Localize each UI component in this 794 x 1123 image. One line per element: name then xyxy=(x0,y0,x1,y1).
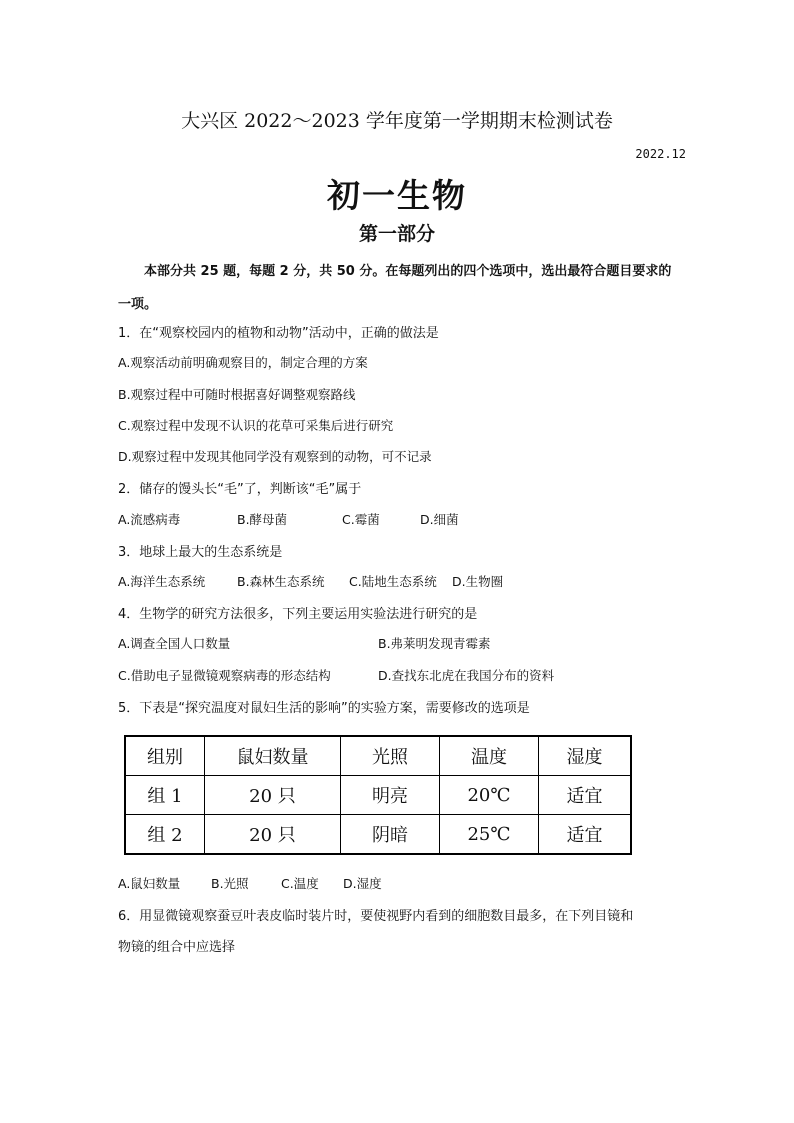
q2-option-b: B.酵母菌 xyxy=(237,512,288,527)
q2-option-d: D.细菌 xyxy=(420,512,459,527)
table-header-row xyxy=(125,736,631,776)
table-cell: 阴暗 xyxy=(341,815,440,855)
q1-option-d: D.观察过程中发现其他同学没有观察到的动物，可不记录 xyxy=(118,449,432,464)
table-cell: 20 只 xyxy=(205,776,341,815)
table-header-cell: 光照 xyxy=(341,736,440,776)
exam-date: 2022.12 xyxy=(635,147,686,161)
q4-option-a: A.调查全国人口数量 xyxy=(118,636,231,651)
table-row xyxy=(125,815,631,855)
table-cell: 适宜 xyxy=(539,776,632,815)
table-cell: 25℃ xyxy=(440,815,539,855)
q1-option-c: C.观察过程中发现不认识的花草可采集后进行研究 xyxy=(118,418,394,433)
table-header-cell: 温度 xyxy=(440,736,539,776)
q3-option-d: D.生物圈 xyxy=(452,574,504,589)
q2-option-c: C.霉菌 xyxy=(342,512,380,527)
q4-option-d: D.查找东北虎在我国分布的资料 xyxy=(378,668,555,683)
q5-option-a: A.鼠妇数量 xyxy=(118,876,181,891)
exam-title: 大兴区 2022～2023 学年度第一学期期末检测试卷 xyxy=(181,110,613,132)
q3-option-b: B.森林生态系统 xyxy=(237,574,325,589)
q5-option-c: C.温度 xyxy=(281,876,319,891)
part-title: 第一部分 xyxy=(358,223,435,245)
q5-option-d: D.湿度 xyxy=(343,876,382,891)
q4-option-b: B.弗莱明发现青霉素 xyxy=(378,636,491,651)
question-3-stem: 3．地球上最大的生态系统是 xyxy=(118,545,283,560)
table-cell: 组 1 xyxy=(125,776,205,815)
q2-option-a: A.流感病毒 xyxy=(118,512,181,527)
table-row xyxy=(125,776,631,815)
table-header-cell: 鼠妇数量 xyxy=(205,736,341,776)
question-2-stem: 2．储存的馒头长“毛”了，判断该“毛”属于 xyxy=(118,482,362,497)
q3-option-a: A.海洋生态系统 xyxy=(118,574,206,589)
q4-option-c: C.借助电子显微镜观察病毒的形态结构 xyxy=(118,668,331,683)
table-header-cell: 组别 xyxy=(125,736,205,776)
question-1-stem: 1．在“观察校园内的植物和动物”活动中，正确的做法是 xyxy=(118,326,439,341)
question-6-stem-line2: 物镜的组合中应选择 xyxy=(118,940,236,955)
q3-option-c: C.陆地生态系统 xyxy=(349,574,437,589)
table-cell: 20 只 xyxy=(205,815,341,855)
table-cell: 20℃ xyxy=(440,776,539,815)
table-cell: 适宜 xyxy=(539,815,632,855)
subject-title: 初一生物 xyxy=(327,176,467,215)
question-5-stem: 5．下表是“探究温度对鼠妇生活的影响”的实验方案，需要修改的选项是 xyxy=(118,701,530,716)
q5-option-b: B.光照 xyxy=(211,876,249,891)
table-header-cell: 湿度 xyxy=(539,736,632,776)
question-6-stem-line1: 6．用显微镜观察蚕豆叶表皮临时装片时，要使视野内看到的细胞数目最多，在下列目镜和 xyxy=(118,909,634,924)
q1-option-b: B.观察过程中可随时根据喜好调整观察路线 xyxy=(118,387,356,402)
table-cell: 明亮 xyxy=(341,776,440,815)
instructions: 本部分共 25 题，每题 2 分，共 50 分。在每题列出的四个选项中，选出最符合题目要求的一项。 xyxy=(118,264,672,312)
table-cell: 组 2 xyxy=(125,815,205,855)
experiment-table xyxy=(124,735,632,855)
q1-option-a: A.观察活动前明确观察目的，制定合理的方案 xyxy=(118,355,368,370)
question-4-stem: 4．生物学的研究方法很多，下列主要运用实验法进行研究的是 xyxy=(118,607,478,622)
